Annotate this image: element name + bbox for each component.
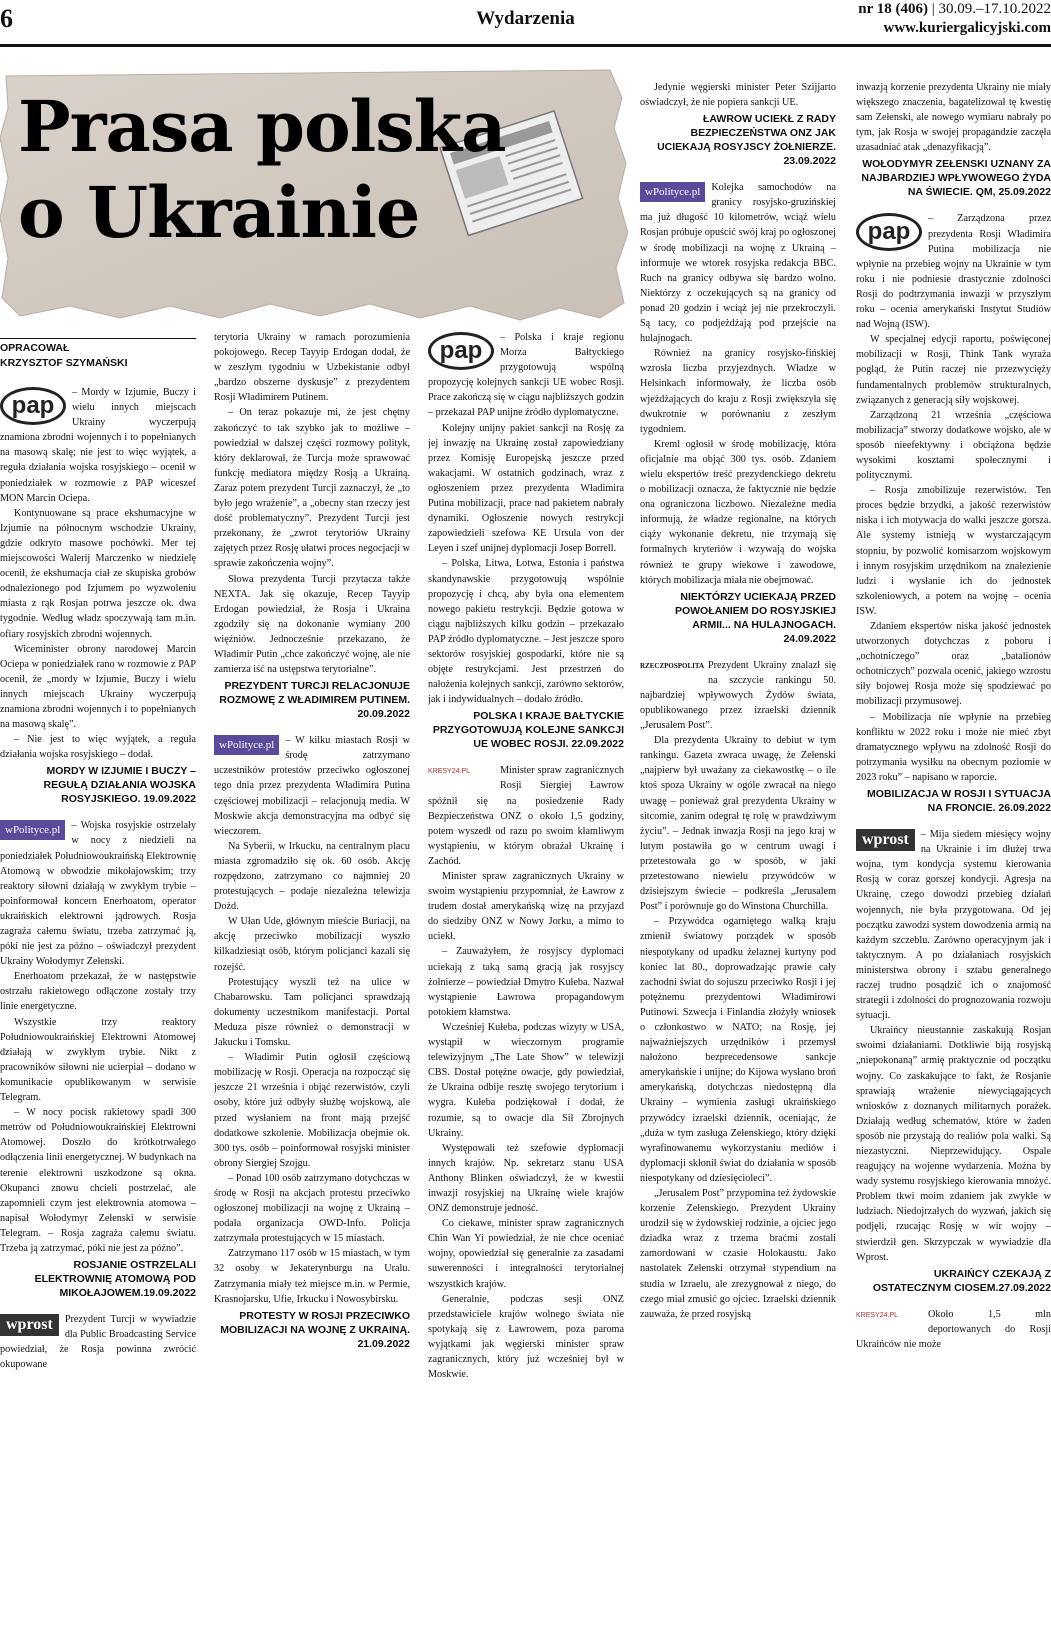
- item-headline: WOŁODYMYR ZEŁENSKI UZNANY ZA NAJBARDZIEJ WPŁYWOWEGO ŻYDA NA ŚWIECIE. QM, 25.09.2022: [861, 158, 1051, 199]
- paragraph: Jedynie węgierski minister Peter Szijjarto oświadczył, że nie popiera sankcji UE.: [640, 82, 836, 109]
- column-5: [856, 80, 1051, 1636]
- paragraph: Generalnie, podczas sesji ONZ przedstawiciele krajów wolnego świata nie spotykają się z Ławrowem, poza paroma wyjątkami jak węgierski minister spraw zagranicznych, który już wcześniej był w Moskwie.: [428, 1293, 624, 1381]
- paragraph: inwazją korzenie prezydenta Ukrainy nie miały większego znaczenia, bagatelizował tę kwestię sam Zełenski, ale nowego wymiaru nabrały po tym, jak Rosja w swojej propagandzie zaczęła uzasadniać atak „denazyfikacją”.: [856, 82, 1051, 154]
- item-headline: MOBILIZACJA W ROSJI I SYTUACJA NA FRONCIE. 26.09.2022: [867, 788, 1051, 815]
- item-headline: ROSJANIE OSTRZELALI ELEKTROWNIĘ ATOMOWĄ POD MIKOŁAJOWEM.19.09.2022: [34, 1259, 196, 1300]
- paragraph: Kontynuowane są prace ekshumacyjne w Izjumie na północnym wschodzie Ukrainy, gdzie odkryto masowe pochówki. Mer tej miejscowości Walerij Marczenko w niedzielę ocenił, że ekshumacja ciał ze skupiska grobów odnalezionego pod Izjumem po wyzwoleniu miasta z rąk Rosjan potrwa jeszcze ok. dwa tygodnie. Według władz spoczywają tam m.in. ofiary rosyjskich zbrodni wojennych.: [0, 507, 196, 640]
- issue-number: nr 18 (406): [858, 1, 928, 17]
- paragraph: Występowali też szefowie dyplomacji innych krajów. Np. sekretarz stanu USA Anthony Blinken oświadczył, że w kwestii inwazji rosyjskiej na Ukrainę wiele krajów ONZ demonstruje jedność.: [428, 1142, 624, 1215]
- column-2: [214, 330, 410, 1636]
- paragraph: – W nocy pocisk rakietowy spadł 300 metrów od Południowoukraińskiej Elektrowni Atomowej. Doszło do krótkotrwałego odłączenia linii energetycznej. W budynkach na terenie elektrowni uszkodzone są okna. Okupanci znowu chcieli postrzelać, ale zapomnieli czym jest elektrownia atomowa – napisał Wołodymyr Zełenski w serwisie Telegram. – Rosja zagraża całemu światu. Trzeba ją zatrzymać, póki nie jest za późno”.: [0, 1107, 196, 1254]
- paragraph: – W kilku miastach Rosji w środę zatrzymano uczestników protestów przeciwko ogłoszonej tego dnia przez prezydenta Władimira Putina częściowej mobilizacji – relacjonują media. W Moskwie akcja demonstracyjna ma odbyć się wieczorem.: [214, 735, 410, 837]
- paragraph: Minister spraw zagranicznych Ukrainy w swoim wystąpieniu przypomniał, że Ławrow z trudem dostał amerykańską wizę na przyjazd do siedziby ONZ w Nowy Jorku, a mimo to uciekł.: [428, 871, 624, 943]
- paragraph: Wcześniej Kułeba, podczas wizyty w USA, wystąpił w wieczornym programie telewizyjnym „The Late Show” w telewizji CBS. Dostał potężne owacje, gdy powiedział, że Ukraina odbije resztę swojego terytorium i wygra. Kułeba podziękował i dodał, że rozumie, są to owacje dla Sił Zbrojnych Ukrainy.: [428, 1021, 624, 1139]
- issue-info: [858, 0, 1051, 38]
- paragraph: „Jerusalem Post” przypomina też żydowskie korzenie Zełenskiego. Prezydent Ukrainy urodził się w żydowskiej rodzinie, a ojciec jego dziadka wraz z trzema braćmi zostali zamordowani w czasie Holokaustu. Jako nastolatek Zełenski otrzymał stypendium na studia w Izraelu, ale zrezygnował z niego, do czego miał zmusić go ojciec. Izraelski dziennik zauważa, że przed rosyjską: [640, 1188, 836, 1320]
- section-title: Wydarzenia: [476, 8, 575, 29]
- page-number: 6: [0, 4, 13, 33]
- paragraph: Prezydent Turcji w wywiadzie dla Public Broadcasting Service powiedział, że Rosja powinna zwrócić okupowane: [0, 1314, 196, 1371]
- paragraph: – On teraz pokazuje mi, że jest chętny zakończyć to tak szybko jak to możliwe – powiedział w dalszej części rozmowy polityk, który deklarował, że Turcja może sprawować funkcję mediatora między Rosją a Ukrainą. Zaraz potem prezydent Turcji zaznaczył, że „to było jego wrażenie”, a „obecny stan rzeczy jest dość problematyczny”. Prezydent Turcji jest przekonany, że „zwrot terytoriów Ukrainy zajętych przez Rosję ułatwi proces negocjacji w sprawie zakończenia wojny”.: [214, 407, 410, 570]
- paragraph: – Władimir Putin ogłosił częściową mobilizację w Rosji. Operacja na rozpocząć się jeszcze 21 września i objąć rezerwistów, czyli osoby, które już odbyły służbę wojskową, ale przed wysłaniem na front mają przejść dodatkowe szkolenie. Mobilizacja obejmie ok. 300 tys. osób – poinformował rosyjski minister obrony Siergiej Szojgu.: [214, 1052, 410, 1169]
- item-headline: MORDY W IZJUMIE I BUCZY – REGUŁĄ DZIAŁANIA WOJSKA ROSYJSKIEGO. 19.09.2022: [43, 765, 196, 806]
- pap-logo: pap: [428, 332, 494, 370]
- paragraph: W Ułan Ude, głównym mieście Buriacji, na akcję przeciwko mobilizacji wyszło kilkadziesiąt osób, którym policjanci kazali się rozejść.: [214, 916, 410, 973]
- paragraph: – Mordy w Izjumie, Buczy i wielu innych miejscach Ukrainy wyczerpują znamiona zbrodni wojennych i to popełnianych na masową skalę; nie jest to więc wyjątek, a reguła działania wojska rosyjskiego – ocenił w poniedziałek w rozmowie z PAP wiceszef MON Marcin Ociepa.: [0, 387, 196, 504]
- rzeczpospolita-logo: RZECZPOSPOLITA: [640, 661, 705, 670]
- pap-logo: pap: [0, 387, 66, 425]
- paragraph: Około 1,5 mln deportowanych do Rosji Ukraińców nie może: [856, 1308, 1051, 1350]
- item-headline: ŁAWROW UCIEKŁ Z RADY BEZPIECZEŃSTWA ONZ JAK UCIEKAJĄ ROSYJSCY ŻOŁNIERZE. 23.09.2022: [657, 113, 836, 168]
- paragraph: Co ciekawe, minister spraw zagranicznych Chin Wan Yi powiedział, że nie chce oceniać wojny, opowiedział się generalnie za zasadami suwerenności i integralności terytorialnej wszystkich krajów.: [428, 1218, 624, 1290]
- byline: OPRACOWAŁ KRZYSZTOF SZYMAŃSKI: [0, 338, 196, 371]
- kresy-logo: KRESY24.PL: [856, 1311, 899, 1319]
- paragraph: – Polska, Litwa, Łotwa, Estonia i państwa skandynawskie przygotowują wspólnie propozycję i chcą, aby była ona elementem nowego pakietu restrykcji. Będzie gotowa w ciągu najbliższych kilku godzin – przekazało PAP źródło dyplomatyczne. – Jest jeszcze sporo sektorów rosyjskiej gospodarki, które nie są objęte restrykcjami. Jest przestrzeń do nałożenia kolejnych sankcji, zarówno sektorów, jak i indywidualnych – dodało źródło.: [428, 558, 624, 706]
- paragraph: Zarządzoną 21 września „częściowa mobilizacja” stworzy dodatkowe wojsko, ale w sposób nieefektywny i obciążona będzie wysokimi kosztami społecznymi i politycznymi.: [856, 409, 1051, 482]
- header-rule: [0, 44, 1051, 47]
- item-headline: POLSKA I KRAJE BAŁTYCKIE PRZYGOTOWUJĄ KOLEJNE SANKCJI UE WOBEC ROSJI. 22.09.2022: [432, 710, 624, 751]
- site-url[interactable]: www.kuriergalicyjski.com: [883, 20, 1051, 36]
- paragraph: W specjalnej edycji raportu, poświęconej mobilizacji w Rosji, Think Tank wyraża pogląd, że Putin raczej nie przezwycięży fundamentalnych problemów strukturalnych, związanych z generacją siły wojskowej.: [856, 334, 1051, 406]
- paragraph: Ukraińcy nieustannie zaskakują Rosjan swoimi działaniami. Dotkliwie biją rosyjską „niepokonaną” armię praktycznie od początku wojny. Co zaskakujące to fakt, że Rosjanie sprawiają wrażenie niewyciągających wniosków z doznanych militarnych porażek. Działają według schematów, które w żaden sposób nie przystają do realiów pola walki. Są niezastyczni. Nieprzewidujący. Ospale reagujący na wojenne wydarzenia. Można by wady systemu rosyjskiego kierowania mnożyć. Problem tkwi moim zdaniem jak zwykle w ludziach. Niedojrzałych do wyzwań, jakich się podjęli, rzucając Rosję w wir wojny – stwierdził gen. Skrzypczak w wywiadzie dla Wprost.: [856, 1025, 1051, 1263]
- paragraph: Wiceminister obrony narodowej Marcin Ociepa w poniedziałek rano w rozmowie z PAP ocenił, że „mordy w Izjumie, Buczy i wielu innych miejscach Ukrainy wyczerpują znamiona zbrodni wojennych i to popełnianych na masową skalę”.: [0, 643, 196, 731]
- wpolityce-logo: wPolityce.pl: [0, 820, 65, 840]
- paragraph: Kolejny unijny pakiet sankcji na Rosję za jej inwazję na Ukrainę został zapowiedziany przez Komisję Europejską jeszcze przed wakacjami. W ostatnich godzinach, wraz z ogłoszeniem przez prezydenta Władimira Putina mobilizacji, prace nad pakietem nabrały dynamiki. Ogłoszenie nowych restrykcji zapowiedzieli szefowa KE Ursula von der Leyen i szef unijnej dyplomacji Josep Borrell.: [428, 422, 624, 555]
- column-1: [0, 338, 196, 1636]
- paragraph: – Nie jest to więc wyjątek, a reguła działania wojska rosyjskiego – dodał.: [0, 734, 196, 761]
- paragraph: – Zarządzona przez prezydenta Rosji Władimira Putina mobilizacja nie wpłynie na przebieg wojny na Ukrainie w tym roku i nie podniesie drastycznie zdolności Rosji do podtrzymania inwazji w przyszłym roku – ocenia amerykański Instytut Studiów nad Wojną (ISW).: [856, 213, 1051, 331]
- paragraph: Dla prezydenta Ukrainy to debiut w tym rankingu. Gazeta zwraca uwagę, że Zełenski „najpierw był uważany za ciekawostkę – o ile ktoś spoza Ukrainy w ogóle zwracał na niego uwagę – ponieważ grał prezydenta Ukrainy w sitcomie, zanim odegrał tę rolę w prawdziwym życiu”. – Jednak inwazja Rosji na jego kraj w lutym postawiła go w centrum uwagi i przetestowała go w sposób, w jaki przetestowano niewielu przywódców w dzisiejszym świecie – podkreśla „Jerusalem Post” i porównuje go do Winstona Churchilla.: [640, 735, 836, 913]
- paragraph: – Ponad 100 osób zatrzymano dotychczas w środę w Rosji na akcjach protestu przeciwko ogłoszonej mobilizacji na wojnę z Ukrainą – podała organizacja OWD-Info. Policja zatrzymała protestujących w 15 miastach.: [214, 1172, 410, 1245]
- paragraph: Również na granicy rosyjsko-fińskiej wzrosła liczba przyjezdnych. Władze w Helsinkach informowały, że liczba osób wjeżdżających do kraju z Rosji zwiększyła się dwukrotnie w porównaniu z zeszłym tygodniem.: [640, 348, 836, 435]
- issue-dates: | 30.09.–17.10.2022: [931, 1, 1051, 17]
- paragraph: Prezydent Ukrainy znalazł się na szczycie rankingu 50. najbardziej wpływowych Żydów świata, opublikowanego przez izraelski dziennik „Jerusalem Post”.: [640, 659, 836, 732]
- item-headline: UKRAIŃCY CZEKAJĄ Z OSTATECZNYM CIOSEM.27.09.2022: [872, 1267, 1051, 1294]
- wprost-logo: wprost: [856, 829, 915, 851]
- wpolityce-logo: wPolityce.pl: [214, 735, 279, 755]
- paragraph: terytoria Ukrainy w ramach porozumienia pokojowego. Recep Tayyip Erdogan dodał, że w zeszłym tygodniu w Uzbekistanie odbył „bardzo obszerne dyskusje” z prezydentem Rosji Władimirem Putinem.: [214, 332, 410, 404]
- paragraph: Na Syberii, w Irkucku, na centralnym placu miasta zgromadziło się ok. 60 osób. Akcję rozpędzono, zatrzymano co najmniej 20 protestujących – podaje niezależna telewizja Dożd.: [214, 840, 410, 913]
- paragraph: Zatrzymano 117 osób w 15 miastach, w tym 32 osoby w Jekaterynburgu na Uralu. Zatrzymania miały też miejsce m.in. w Permie, Krasnojarsku, Ufie, Irkucku i Nowosybirsku.: [214, 1248, 410, 1305]
- paragraph: – Mija siedem miesięcy wojny na Ukrainie i im dłużej trwa wojna, tym kondycja systemu kierowania Rosją w coraz gorszej kondycji. Agresja na Ukrainę, czego dowodzi przebieg działań wojennych, nie była przygotowana. Od jej początku zawodzi system dowodzenia armią na każdym szczeblu. Zarówno operacyjnym jak i taktycznym. A po działaniach rosyjskich ministerstwa obrony i sztabu generalnego raczej trudno posądzić ich o znajomość strategii i zdolności do prognozowania rozwoju sytuacji.: [856, 829, 1051, 1022]
- paragraph: Słowa prezydenta Turcji przytacza także NEXTA. Jak się okazuje, Recep Tayyip Erdogan powiedział, że Rosja i Ukraina zgodziły się na dokonanie wymiany 200 więźniów. Jednocześnie przekazano, że Władimir Putin „chce zakończyć wojnę, ale nie zamierza iść na ustępstwa terytorialne”.: [214, 573, 410, 676]
- paragraph: – Wojska rosyjskie ostrzelały w nocy z niedzieli na poniedziałek Południowoukraińską Elektrownię Atomową w obwodzie mikołajowskim; trzy reaktory siłowni działają w zwykłym trybie – poinformował koncern Enerhoatom, operator ukraińskich elektrowni jądrowych. Rosja zagraża całemu światu, trzeba zatrzymać ją, póki nie jest za późno – oświadczył prezydent Ukrainy Wołodymyr Zełenski.: [0, 820, 196, 968]
- paragraph: Enerhoatom przekazał, że w następstwie ostrzału rakietowego odłączone zostały trzy linie energetyczne.: [0, 971, 196, 1013]
- paragraph: – Mobilizacja nie wpłynie na przebieg konfliktu w 2022 roku i może nie mieć zbyt dramatycznego wpływu na zdolność Rosji do potrzymania wysiłku na obecnym poziomie w 2023 roku” – napisano w raporcie.: [856, 711, 1051, 783]
- pap-logo: pap: [856, 213, 922, 251]
- item-headline: PREZYDENT TURCJI RELACJONUJE ROZMOWĘ Z WŁADIMIREM PUTINEM. 20.09.2022: [219, 680, 410, 721]
- paragraph: Kolejka samochodów na granicy rosyjsko-gruzińskiej ma już długość 10 kilometrów, wciąż wielu Rosjan próbuje opuścić swój kraj po ogłoszonej w środę mobilizacji na wojnę z Ukrainą – informuje we wtorek rosyjska redakcja BBC. Ruch na granicy odbywa się bardzo wolno. Niektórzy z oczekujących są na granicy od ponad 20 godzin i wciąż jej nie przekroczyli. Są tacy, co podjeżdżają pod przejście na hulajnogach.: [640, 182, 836, 345]
- column-3: [428, 330, 624, 1636]
- wprost-logo: wprost: [0, 1314, 59, 1336]
- paragraph: Zdaniem ekspertów niska jakość jednostek utworzonych dotychczas z poboru i „ochotniczego” oraz „batalionów ochotniczych” pozwala ocenić, jakiego wzrostu siły bojowej Rosja może się spodziewać po mobilizacji przymusowej.: [856, 621, 1051, 708]
- column-4: [640, 80, 836, 1636]
- paragraph: – Zauważyłem, że rosyjscy dyplomaci uciekają z taką samą gracją jak rosyjscy żołnierze – powiedział Dmytro Kułeba. Nazwał wystąpienie Ławrowa propagandowym potokiem kłamstwa.: [428, 946, 624, 1018]
- article-title: Prasa polska o Ukrainie: [18, 85, 506, 254]
- item-headline: PROTESTY W ROSJI PRZECIWKO MOBILIZACJI NA WOJNĘ Z UKRAINĄ. 21.09.2022: [220, 1309, 410, 1350]
- item-headline: NIEKTÓRZY UCIEKAJĄ PRZED POWOŁANIEM DO ROSYJSKIEJ ARMII... NA HULAJNOGACH. 24.09.2022: [674, 590, 836, 645]
- kresy-logo: KRESY24.PL: [428, 768, 471, 776]
- paragraph: – Przywódca ogarniętego walką kraju zmienił światowy porządek w sposób niespotykany od upadku żelaznej kurtyny pod koniec lat 80., doprowadzając prawie cały zachodni świat do sojuszu przeciwko Rosji i jej potężnemu prezydentowi Władimirowi Putinowi. Szwecja i Finlandia złożyły wniosek o członkostwo w NATO; na Rosję, jej najważniejszych urzędników i przemysł nałożono bezprecedensowe sankcje amerykańskie i unijne; do Kijowa wysłano broń amerykańską, dotychczas niedostępną dla Ukrainy – wymienia zasługi ukraińskiego przywódcy izraelski dziennik, oceniając, że „duża w tym zasługa Zełenskiego, który dzięki wyrafinowanemu wykorzystaniu mediów i dyplomacji skłonił świat do działania w sposób niespotykany od dziesięcioleci”.: [640, 916, 836, 1184]
- title-banner: [0, 68, 628, 326]
- paragraph: Minister spraw zagranicznych Rosji Siergiej Ławrow spóźnił się na posiedzenie Rady Bezpieczeństwa ONZ o około 1,5 godziny, potem wyszedł od razu po swoim kłamliwym wystąpieniu, w którym obrażał Ukrainę i Zachód.: [428, 765, 624, 867]
- page-header: [0, 0, 1051, 48]
- paragraph: – Rosja zmobilizuje rezerwistów. Ten proces będzie brzydki, a jakość rezerwistów niska i ich motywacja do walki jeszcze gorsza. Ale systemy istnieją w wystarczającym stopniu, by pozwolić komisarzom wojskowym i innym rosyjskim urzędnikom na znalezienie ludzi i wysłanie ich do jednostek szkoleniowych, a potem na wojnę – ocenia ISW.: [856, 485, 1051, 617]
- wpolityce-logo: wPolityce.pl: [640, 182, 705, 202]
- paragraph: – Polska i kraje regionu Morza Bałtyckiego przygotowują wspólną propozycję kolejnych sankcji UE wobec Rosji. Prace zakończą się w ciągu najbliższych godzin – przekazał PAP unijne źródło dyplomatyczne.: [428, 332, 624, 419]
- paragraph: Protestujący wyszli też na ulice w Chabarowsku. Tam policjanci sprawdzają dokumenty uczestnikom manifestacji. Portal Meduza pisze również o demonstracji w Jakucku i Tomsku.: [214, 976, 410, 1049]
- paragraph: Kreml ogłosił w środę mobilizację, która oficjalnie ma objąć 300 tys. osób. Zdaniem wielu ekspertów treść prezydenckiego dekretu o mobilizacji oznacza, że faktycznie nie będzie ona ograniczona liczbowo. Niezależne media informują, że władze regionalne, na których ciąży wykonanie dekretu, nie trzymają się formalnych kryteriów i wzywają do wojska również te grupy wiekowe i zawodowe, których mobilizacja miała nie obejmować.: [640, 438, 836, 586]
- paragraph: Wszystkie trzy reaktory Południowoukraińskiej Elektrowni Atomowej działają w zwykłym trybie. Nikt z pracowników siłowni nie ucierpiał – dodano w komunikacie opublikowanym w serwisie Telegram.: [0, 1016, 196, 1104]
